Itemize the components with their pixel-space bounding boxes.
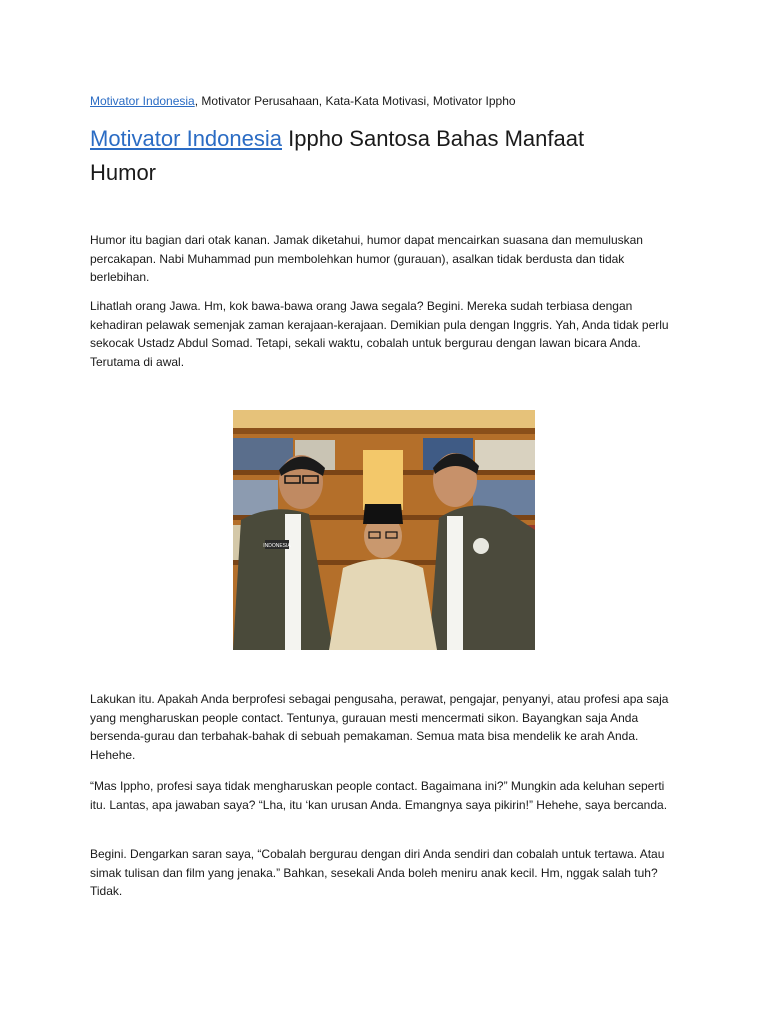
tag-line	[90, 93, 690, 109]
jacket-badge-text: INDONESIA	[263, 543, 291, 549]
tag-line-rest: , Motivator Perusahaan, Kata-Kata Motivasi, Motivator Ippho	[194, 94, 516, 108]
paragraph-4: “Mas Ippho, profesi saya tidak mengharuskan people contact. Bagaimana ini?” Mungkin ada keluhan seperti itu. Lantas, apa jawaban saya? “Lha, itu ‘kan urusan Anda. Emangnya saya pikirin!” Hehehe, saya bercanda.	[90, 779, 668, 812]
article-title	[90, 122, 650, 190]
photo-illustration	[233, 410, 535, 650]
title-link-motivator-indonesia[interactable]: Motivator Indonesia	[90, 126, 282, 151]
paragraph-5: Begini. Dengarkan saran saya, “Cobalah bergurau dengan diri Anda sendiri dan cobalah untuk tertawa. Atau simak tulisan dan film yang jenaka.” Bahkan, sesekali Anda boleh meniru anak kecil. Hm, nggak salah tuh? Tidak.	[90, 847, 665, 898]
title-rest: Ippho Santosa Bahas Manfaat Humor	[90, 126, 585, 185]
paragraph-2: Lihatlah orang Jawa. Hm, kok bawa-bawa orang Jawa segala? Begini. Mereka sudah terbiasa dengan kehadiran pelawak semenjak zaman kerajaan-kerajaan. Demikian pula dengan Inggris. Yah, Anda tidak perlu sekocak Ustadz Abdul Somad. Tetapi, sekali waktu, cobalah untuk bergurau dengan lawan bicara Anda. Terutama di awal.	[90, 299, 669, 369]
paragraph-3: Lakukan itu. Apakah Anda berprofesi sebagai pengusaha, perawat, pengajar, penyanyi, atau profesi apa saja yang mengharuskan people contact. Tentunya, gurauan mesti mencermati sikon. Bayangkan saja Anda bersenda-gurau dan terbahak-bahak di sebuah pemakaman. Semua mata bisa mendelik ke arah Anda. Hehehe.	[90, 692, 669, 762]
paragraph-1: Humor itu bagian dari otak kanan. Jamak diketahui, humor dapat mencairkan suasana dan memuluskan percakapan. Nabi Muhammad pun membolehkan humor (gurauan), asalkan tidak berdusta dan tidak berlebihan.	[90, 233, 643, 284]
tag-link-motivator-indonesia[interactable]: Motivator Indonesia	[90, 94, 195, 108]
article-photo	[233, 410, 535, 650]
